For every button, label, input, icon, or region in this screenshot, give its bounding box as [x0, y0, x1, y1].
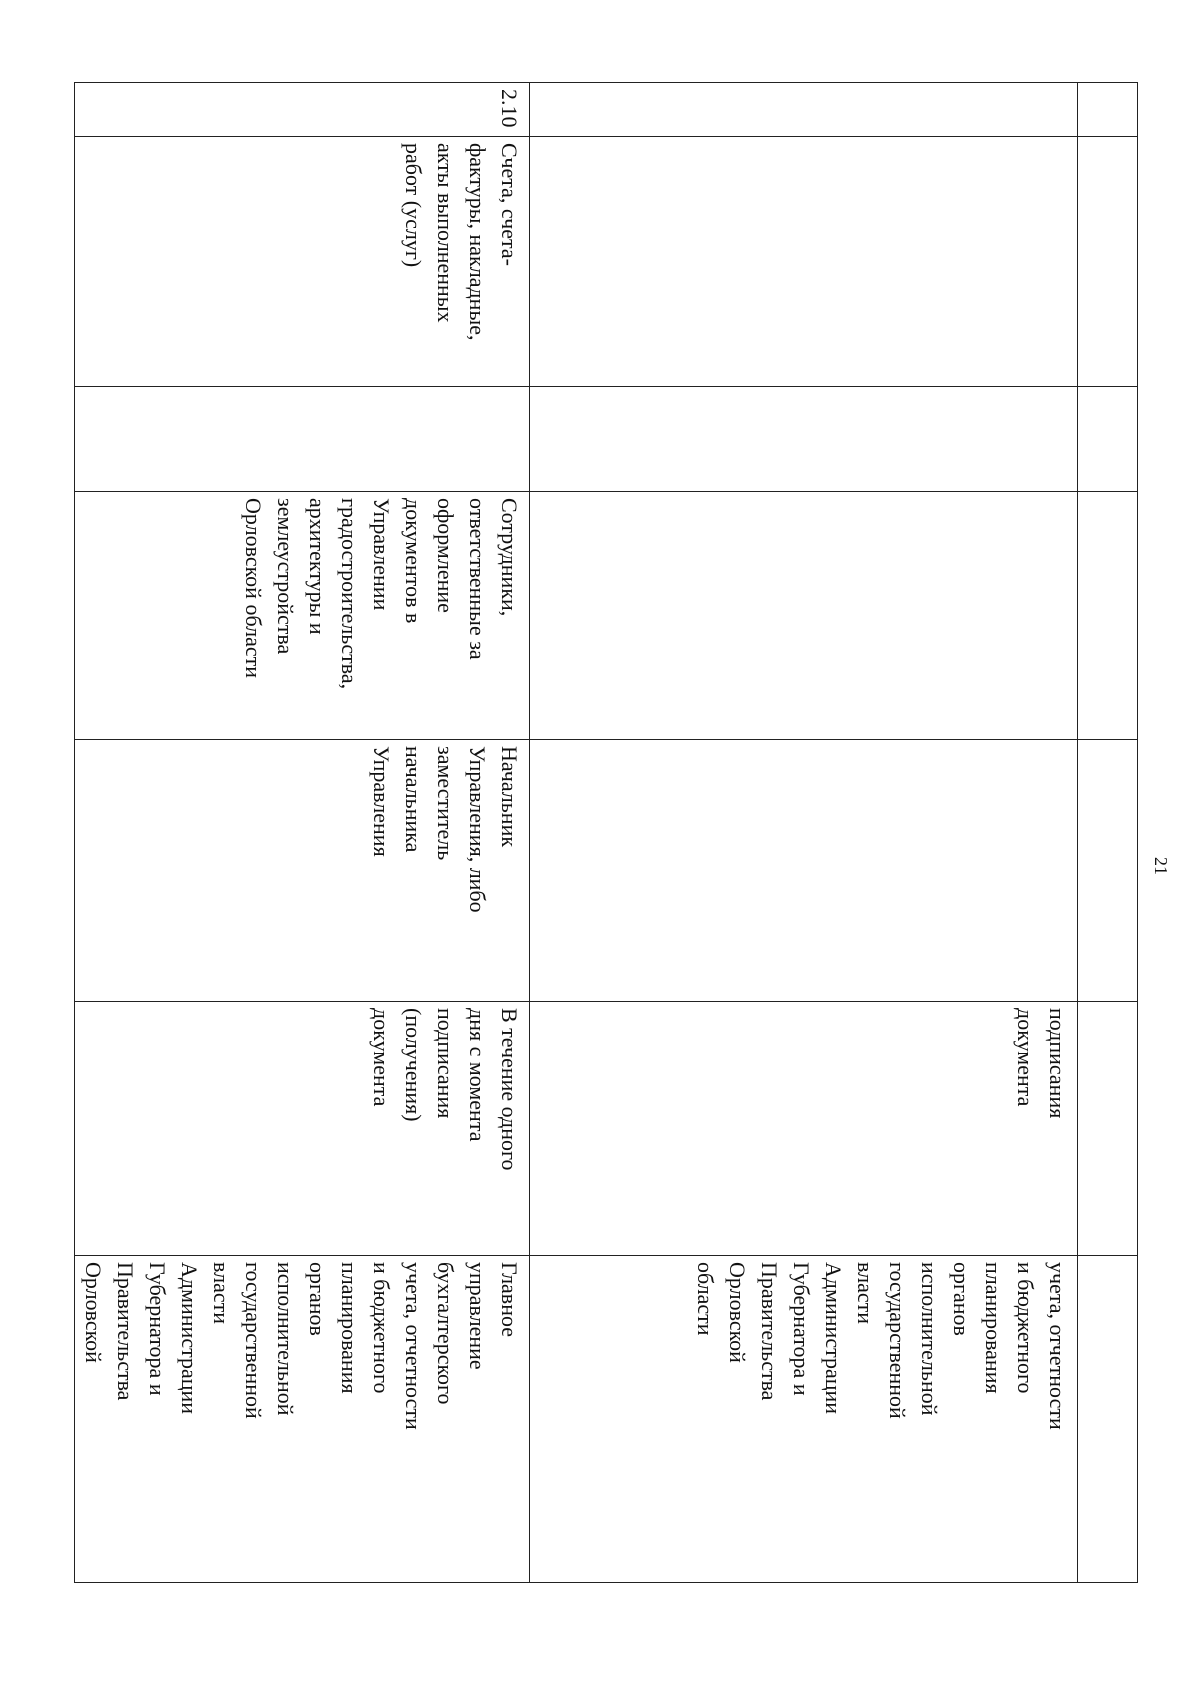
table-row — [1078, 83, 1138, 1583]
cell-empty — [1078, 387, 1138, 492]
cell-col3 — [530, 387, 1078, 492]
cell-num — [530, 83, 1078, 137]
cell-responsible — [530, 492, 1078, 740]
cell-empty — [1078, 492, 1138, 740]
cell-signer — [530, 740, 1078, 1002]
cell-col3 — [75, 387, 530, 492]
cell-empty — [1078, 1002, 1138, 1256]
cell-empty — [1078, 740, 1138, 1002]
cell-recipient: Главное управление бухгалтерского учета, отчетности и бюджетного планирования органов исполнительной государственной власти Администрации Губернатора и Правительства Орловской — [75, 1256, 530, 1583]
document-table — [74, 82, 1138, 1583]
cell-term: подписания документа — [530, 1002, 1078, 1256]
cell-num: 2.10 — [75, 83, 530, 137]
cell-documents — [530, 137, 1078, 387]
table-row — [530, 83, 1078, 1583]
cell-empty — [1078, 137, 1138, 387]
cell-signer: Начальник Управления, либо заместитель начальника Управления — [75, 740, 530, 1002]
cell-recipient: учета, отчетности и бюджетного планирования органов исполнительной государственной власти Администрации Губернатора и Правительства Орловской области — [530, 1256, 1078, 1583]
page-number: 21 — [1151, 857, 1171, 875]
cell-term: В течение одного дня с момента подписания (получения) документа — [75, 1002, 530, 1256]
cell-responsible: Сотрудники, ответственные за оформление документов в Управлении градостроительства, архитектуры и землеустройства Орловской области — [75, 492, 530, 740]
rotated-table-container — [81, 82, 1138, 1582]
cell-documents: Счета, счета- фактуры, накладные, акты выполненных работ (услуг) — [75, 137, 530, 387]
table-row — [75, 83, 530, 1583]
cell-empty — [1078, 83, 1138, 137]
cell-empty — [1078, 1256, 1138, 1583]
